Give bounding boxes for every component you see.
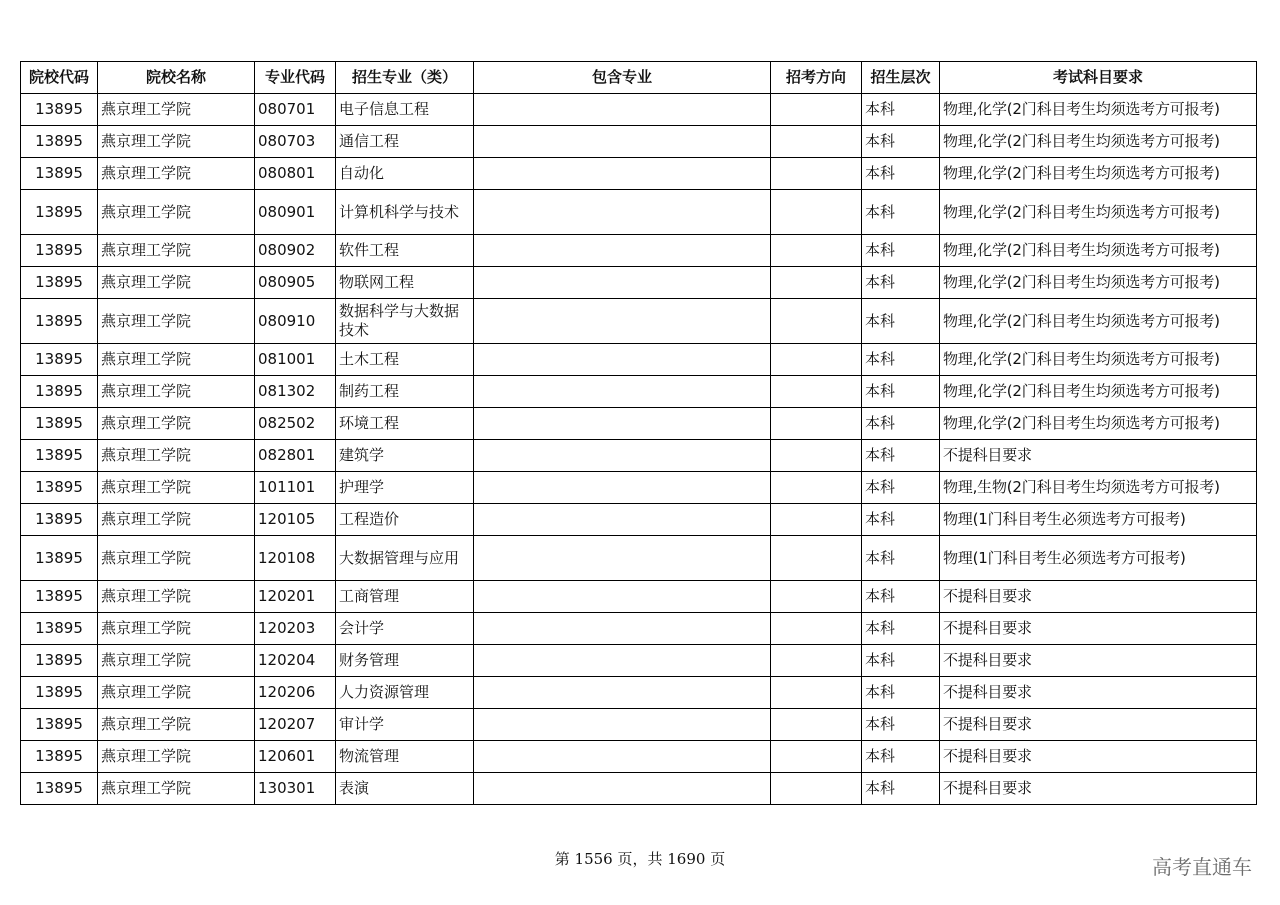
cell-subject-requirements: 物理,化学(2门科目考生均须选考方可报考) [940, 190, 1257, 235]
cell-direction [771, 613, 862, 645]
cell-level: 本科 [862, 741, 940, 773]
cell-subject-requirements: 物理,化学(2门科目考生均须选考方可报考) [940, 158, 1257, 190]
table-row [21, 709, 1257, 741]
cell-major-code: 082801 [255, 440, 336, 472]
cell-major-code: 120203 [255, 613, 336, 645]
cell-level: 本科 [862, 536, 940, 581]
cell-school-name: 燕京理工学院 [98, 581, 255, 613]
table-body [21, 94, 1257, 805]
cell-major-code: 080801 [255, 158, 336, 190]
cell-direction [771, 235, 862, 267]
cell-school-name: 燕京理工学院 [98, 741, 255, 773]
cell-level: 本科 [862, 235, 940, 267]
cell-direction [771, 190, 862, 235]
cell-subject-requirements: 不提科目要求 [940, 581, 1257, 613]
cell-major-code: 081302 [255, 376, 336, 408]
cell-level: 本科 [862, 773, 940, 805]
cell-level: 本科 [862, 344, 940, 376]
cell-major-code: 120207 [255, 709, 336, 741]
cell-included-majors [474, 741, 771, 773]
cell-school-code: 13895 [21, 190, 98, 235]
cell-major-code: 080902 [255, 235, 336, 267]
cell-school-name: 燕京理工学院 [98, 344, 255, 376]
cell-level: 本科 [862, 645, 940, 677]
cell-school-name: 燕京理工学院 [98, 536, 255, 581]
cell-school-code: 13895 [21, 472, 98, 504]
cell-included-majors [474, 613, 771, 645]
header-direction: 招考方向 [771, 62, 862, 94]
cell-subject-requirements: 物理,化学(2门科目考生均须选考方可报考) [940, 376, 1257, 408]
cell-included-majors [474, 440, 771, 472]
table-row [21, 504, 1257, 536]
cell-major: 物流管理 [336, 741, 474, 773]
cell-major: 工程造价 [336, 504, 474, 536]
cell-major-code: 080910 [255, 299, 336, 344]
cell-school-name: 燕京理工学院 [98, 613, 255, 645]
table-row [21, 613, 1257, 645]
cell-school-name: 燕京理工学院 [98, 677, 255, 709]
table-row [21, 440, 1257, 472]
cell-major: 软件工程 [336, 235, 474, 267]
cell-school-name: 燕京理工学院 [98, 126, 255, 158]
cell-school-code: 13895 [21, 440, 98, 472]
cell-major: 制药工程 [336, 376, 474, 408]
cell-major: 通信工程 [336, 126, 474, 158]
cell-school-code: 13895 [21, 536, 98, 581]
cell-major: 环境工程 [336, 408, 474, 440]
table-row [21, 126, 1257, 158]
cell-subject-requirements: 不提科目要求 [940, 440, 1257, 472]
cell-level: 本科 [862, 126, 940, 158]
cell-school-code: 13895 [21, 677, 98, 709]
cell-school-name: 燕京理工学院 [98, 408, 255, 440]
table-row [21, 408, 1257, 440]
cell-subject-requirements: 不提科目要求 [940, 645, 1257, 677]
cell-level: 本科 [862, 158, 940, 190]
cell-school-code: 13895 [21, 408, 98, 440]
cell-school-code: 13895 [21, 235, 98, 267]
cell-direction [771, 94, 862, 126]
cell-included-majors [474, 126, 771, 158]
table-row [21, 94, 1257, 126]
cell-level: 本科 [862, 376, 940, 408]
cell-school-name: 燕京理工学院 [98, 645, 255, 677]
page-number: 第 1556 页，共 1690 页 [554, 850, 726, 868]
cell-major: 建筑学 [336, 440, 474, 472]
cell-subject-requirements: 物理,化学(2门科目考生均须选考方可报考) [940, 344, 1257, 376]
cell-level: 本科 [862, 472, 940, 504]
table-row [21, 235, 1257, 267]
cell-level: 本科 [862, 709, 940, 741]
cell-school-code: 13895 [21, 709, 98, 741]
cell-subject-requirements: 物理(1门科目考生必须选考方可报考) [940, 504, 1257, 536]
cell-level: 本科 [862, 613, 940, 645]
cell-included-majors [474, 536, 771, 581]
table-row [21, 741, 1257, 773]
cell-school-code: 13895 [21, 267, 98, 299]
table-row [21, 190, 1257, 235]
cell-major-code: 120206 [255, 677, 336, 709]
cell-direction [771, 267, 862, 299]
cell-major: 审计学 [336, 709, 474, 741]
cell-major: 物联网工程 [336, 267, 474, 299]
cell-direction [771, 299, 862, 344]
cell-included-majors [474, 267, 771, 299]
cell-school-code: 13895 [21, 645, 98, 677]
cell-major-code: 120105 [255, 504, 336, 536]
cell-direction [771, 581, 862, 613]
header-included-majors: 包含专业 [474, 62, 771, 94]
cell-school-name: 燕京理工学院 [98, 299, 255, 344]
cell-subject-requirements: 物理,化学(2门科目考生均须选考方可报考) [940, 94, 1257, 126]
cell-subject-requirements: 物理(1门科目考生必须选考方可报考) [940, 536, 1257, 581]
cell-direction [771, 645, 862, 677]
cell-major: 人力资源管理 [336, 677, 474, 709]
cell-included-majors [474, 581, 771, 613]
cell-included-majors [474, 408, 771, 440]
cell-subject-requirements: 物理,化学(2门科目考生均须选考方可报考) [940, 408, 1257, 440]
cell-included-majors [474, 472, 771, 504]
cell-major-code: 130301 [255, 773, 336, 805]
table-row [21, 773, 1257, 805]
cell-school-name: 燕京理工学院 [98, 376, 255, 408]
table-row [21, 536, 1257, 581]
cell-school-code: 13895 [21, 376, 98, 408]
cell-major-code: 080901 [255, 190, 336, 235]
cell-level: 本科 [862, 408, 940, 440]
table-row [21, 267, 1257, 299]
table-row [21, 581, 1257, 613]
cell-included-majors [474, 645, 771, 677]
header-major-code: 专业代码 [255, 62, 336, 94]
cell-direction [771, 158, 862, 190]
cell-subject-requirements: 不提科目要求 [940, 677, 1257, 709]
table-header-row [21, 62, 1257, 94]
cell-subject-requirements: 不提科目要求 [940, 741, 1257, 773]
cell-major-code: 082502 [255, 408, 336, 440]
cell-school-name: 燕京理工学院 [98, 472, 255, 504]
cell-major-code: 120601 [255, 741, 336, 773]
cell-major: 土木工程 [336, 344, 474, 376]
table-row [21, 158, 1257, 190]
cell-included-majors [474, 709, 771, 741]
cell-direction [771, 376, 862, 408]
cell-school-code: 13895 [21, 299, 98, 344]
cell-major-code: 080703 [255, 126, 336, 158]
cell-included-majors [474, 504, 771, 536]
cell-included-majors [474, 677, 771, 709]
cell-major-code: 101101 [255, 472, 336, 504]
cell-school-code: 13895 [21, 773, 98, 805]
table-row [21, 376, 1257, 408]
cell-school-code: 13895 [21, 158, 98, 190]
header-major: 招生专业（类） [336, 62, 474, 94]
table-row [21, 299, 1257, 344]
cell-major: 计算机科学与技术 [336, 190, 474, 235]
cell-subject-requirements: 物理,化学(2门科目考生均须选考方可报考) [940, 267, 1257, 299]
cell-direction [771, 344, 862, 376]
cell-subject-requirements: 不提科目要求 [940, 709, 1257, 741]
cell-direction [771, 773, 862, 805]
cell-major: 财务管理 [336, 645, 474, 677]
cell-major: 工商管理 [336, 581, 474, 613]
cell-subject-requirements: 不提科目要求 [940, 773, 1257, 805]
cell-major: 自动化 [336, 158, 474, 190]
table-row [21, 344, 1257, 376]
cell-major: 护理学 [336, 472, 474, 504]
cell-direction [771, 677, 862, 709]
cell-major: 数据科学与大数据技术 [336, 299, 474, 344]
cell-included-majors [474, 158, 771, 190]
admissions-table [20, 61, 1257, 805]
cell-subject-requirements: 不提科目要求 [940, 613, 1257, 645]
cell-school-code: 13895 [21, 581, 98, 613]
table-row [21, 645, 1257, 677]
cell-school-code: 13895 [21, 504, 98, 536]
header-subject-requirements: 考试科目要求 [940, 62, 1257, 94]
cell-school-code: 13895 [21, 344, 98, 376]
cell-school-name: 燕京理工学院 [98, 190, 255, 235]
cell-school-name: 燕京理工学院 [98, 94, 255, 126]
cell-school-name: 燕京理工学院 [98, 773, 255, 805]
cell-included-majors [474, 94, 771, 126]
cell-major-code: 120204 [255, 645, 336, 677]
cell-level: 本科 [862, 190, 940, 235]
cell-level: 本科 [862, 440, 940, 472]
table-row [21, 472, 1257, 504]
cell-included-majors [474, 190, 771, 235]
cell-major: 电子信息工程 [336, 94, 474, 126]
cell-major-code: 120201 [255, 581, 336, 613]
cell-direction [771, 741, 862, 773]
cell-direction [771, 536, 862, 581]
cell-school-name: 燕京理工学院 [98, 440, 255, 472]
cell-school-name: 燕京理工学院 [98, 504, 255, 536]
cell-school-code: 13895 [21, 126, 98, 158]
cell-direction [771, 126, 862, 158]
cell-included-majors [474, 773, 771, 805]
cell-subject-requirements: 物理,化学(2门科目考生均须选考方可报考) [940, 126, 1257, 158]
cell-school-name: 燕京理工学院 [98, 709, 255, 741]
header-level: 招生层次 [862, 62, 940, 94]
cell-school-code: 13895 [21, 741, 98, 773]
cell-school-name: 燕京理工学院 [98, 158, 255, 190]
cell-level: 本科 [862, 677, 940, 709]
cell-included-majors [474, 235, 771, 267]
cell-school-code: 13895 [21, 94, 98, 126]
cell-major-code: 081001 [255, 344, 336, 376]
cell-level: 本科 [862, 299, 940, 344]
cell-major: 表演 [336, 773, 474, 805]
cell-major-code: 080701 [255, 94, 336, 126]
cell-direction [771, 709, 862, 741]
cell-subject-requirements: 物理,化学(2门科目考生均须选考方可报考) [940, 299, 1257, 344]
table-row [21, 677, 1257, 709]
cell-subject-requirements: 物理,生物(2门科目考生均须选考方可报考) [940, 472, 1257, 504]
cell-direction [771, 440, 862, 472]
cell-included-majors [474, 344, 771, 376]
cell-direction [771, 504, 862, 536]
cell-school-code: 13895 [21, 613, 98, 645]
cell-level: 本科 [862, 94, 940, 126]
cell-included-majors [474, 376, 771, 408]
header-school-name: 院校名称 [98, 62, 255, 94]
watermark-logo: 高考直通车 [1152, 855, 1252, 879]
cell-direction [771, 408, 862, 440]
cell-direction [771, 472, 862, 504]
cell-level: 本科 [862, 504, 940, 536]
cell-school-name: 燕京理工学院 [98, 235, 255, 267]
cell-included-majors [474, 299, 771, 344]
cell-school-name: 燕京理工学院 [98, 267, 255, 299]
cell-subject-requirements: 物理,化学(2门科目考生均须选考方可报考) [940, 235, 1257, 267]
cell-level: 本科 [862, 581, 940, 613]
cell-major-code: 080905 [255, 267, 336, 299]
cell-major: 大数据管理与应用 [336, 536, 474, 581]
header-school-code: 院校代码 [21, 62, 98, 94]
cell-major-code: 120108 [255, 536, 336, 581]
cell-major: 会计学 [336, 613, 474, 645]
cell-level: 本科 [862, 267, 940, 299]
